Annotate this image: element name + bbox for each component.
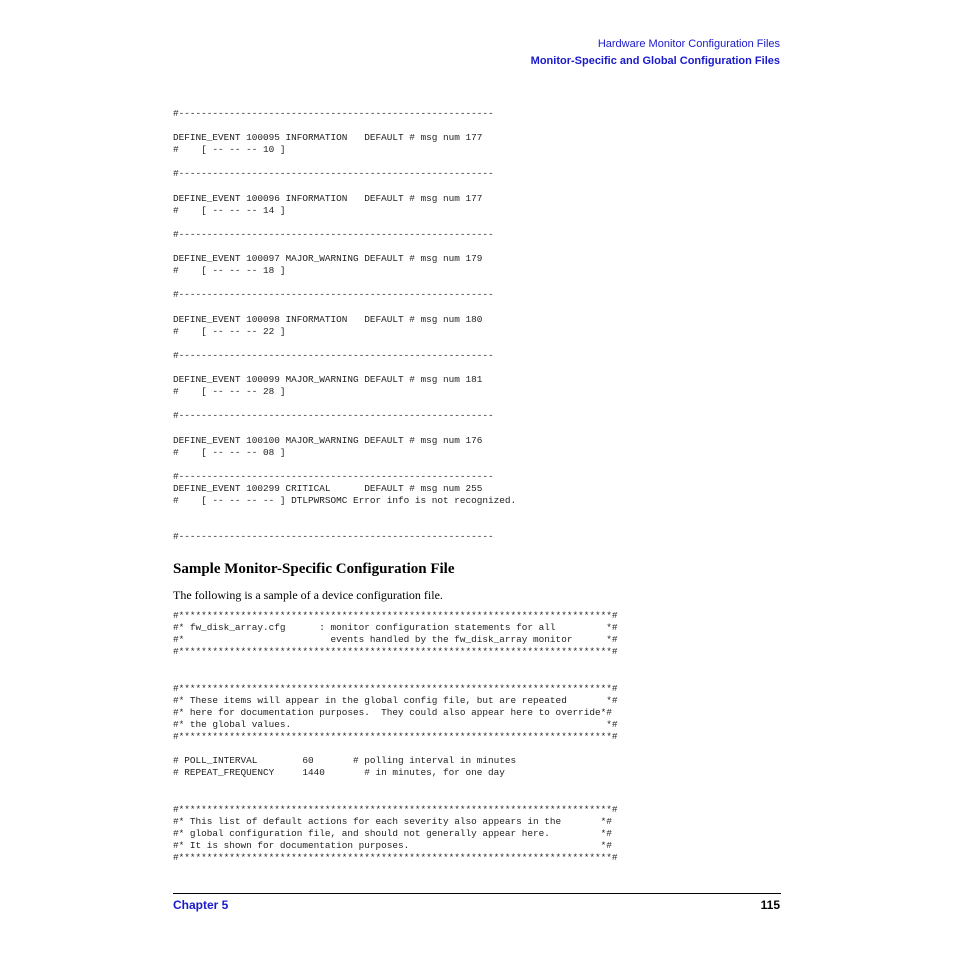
section-heading: Sample Monitor-Specific Configuration File	[173, 561, 455, 577]
sample-config-code-block: #*****************************************************************************# #* fw_disk_array.cfg : monitor configuration statements for all *# #* events handled by the fw_disk_array monitor *# #*****************************************************************************# #*****************************************************************************# #* These items will appear in the global config file, but are repeated *# #* here for documentation purposes. They could also appear here to override*# #* the global values. *# #*****************************************************************************# # POLL_INTERVAL 60 # polling interval in minutes # REPEAT_FREQUENCY 1440 # in minutes, for one day #*****************************************************************************# #* This list of default actions for each severity also appears in the *# #* global configuration file, and should not generally appear here. *# #* It is shown for documentation purposes. *# #*****************************************************************************#	[173, 610, 618, 863]
intro-paragraph: The following is a sample of a device configuration file.	[173, 588, 443, 602]
running-head-subsection: Monitor-Specific and Global Configuration Files	[530, 55, 780, 67]
footer-divider	[173, 893, 781, 894]
event-definitions-code-block: #-------------------------------------------------------- DEFINE_EVENT 100095 INFORMATION DEFAULT # msg num 177 # [ -- -- -- 10 ] #-------------------------------------------------------- DEFINE_EVENT 100096 INFORMATION DEFAULT # msg num 177 # [ -- -- -- 14 ] #-------------------------------------------------------- DEFINE_EVENT 100097 MAJOR_WARNING DEFAULT # msg num 179 # [ -- -- -- 18 ] #-------------------------------------------------------- DEFINE_EVENT 100098 INFORMATION DEFAULT # msg num 180 # [ -- -- -- 22 ] #-------------------------------------------------------- DEFINE_EVENT 100099 MAJOR_WARNING DEFAULT # msg num 181 # [ -- -- -- 28 ] #-------------------------------------------------------- DEFINE_EVENT 100100 MAJOR_WARNING DEFAULT # msg num 176 # [ -- -- -- 08 ] #-------------------------------------------------------- DEFINE_EVENT 100299 CRITICAL DEFAULT # msg num 255 # [ -- -- -- -- ] DTLPWRSOMC Error info is not recognized. #--------------------------------------------------------	[173, 108, 517, 543]
page-number: 115	[760, 898, 780, 912]
footer-chapter: Chapter 5	[173, 898, 229, 912]
running-head-section: Hardware Monitor Configuration Files	[597, 38, 780, 50]
